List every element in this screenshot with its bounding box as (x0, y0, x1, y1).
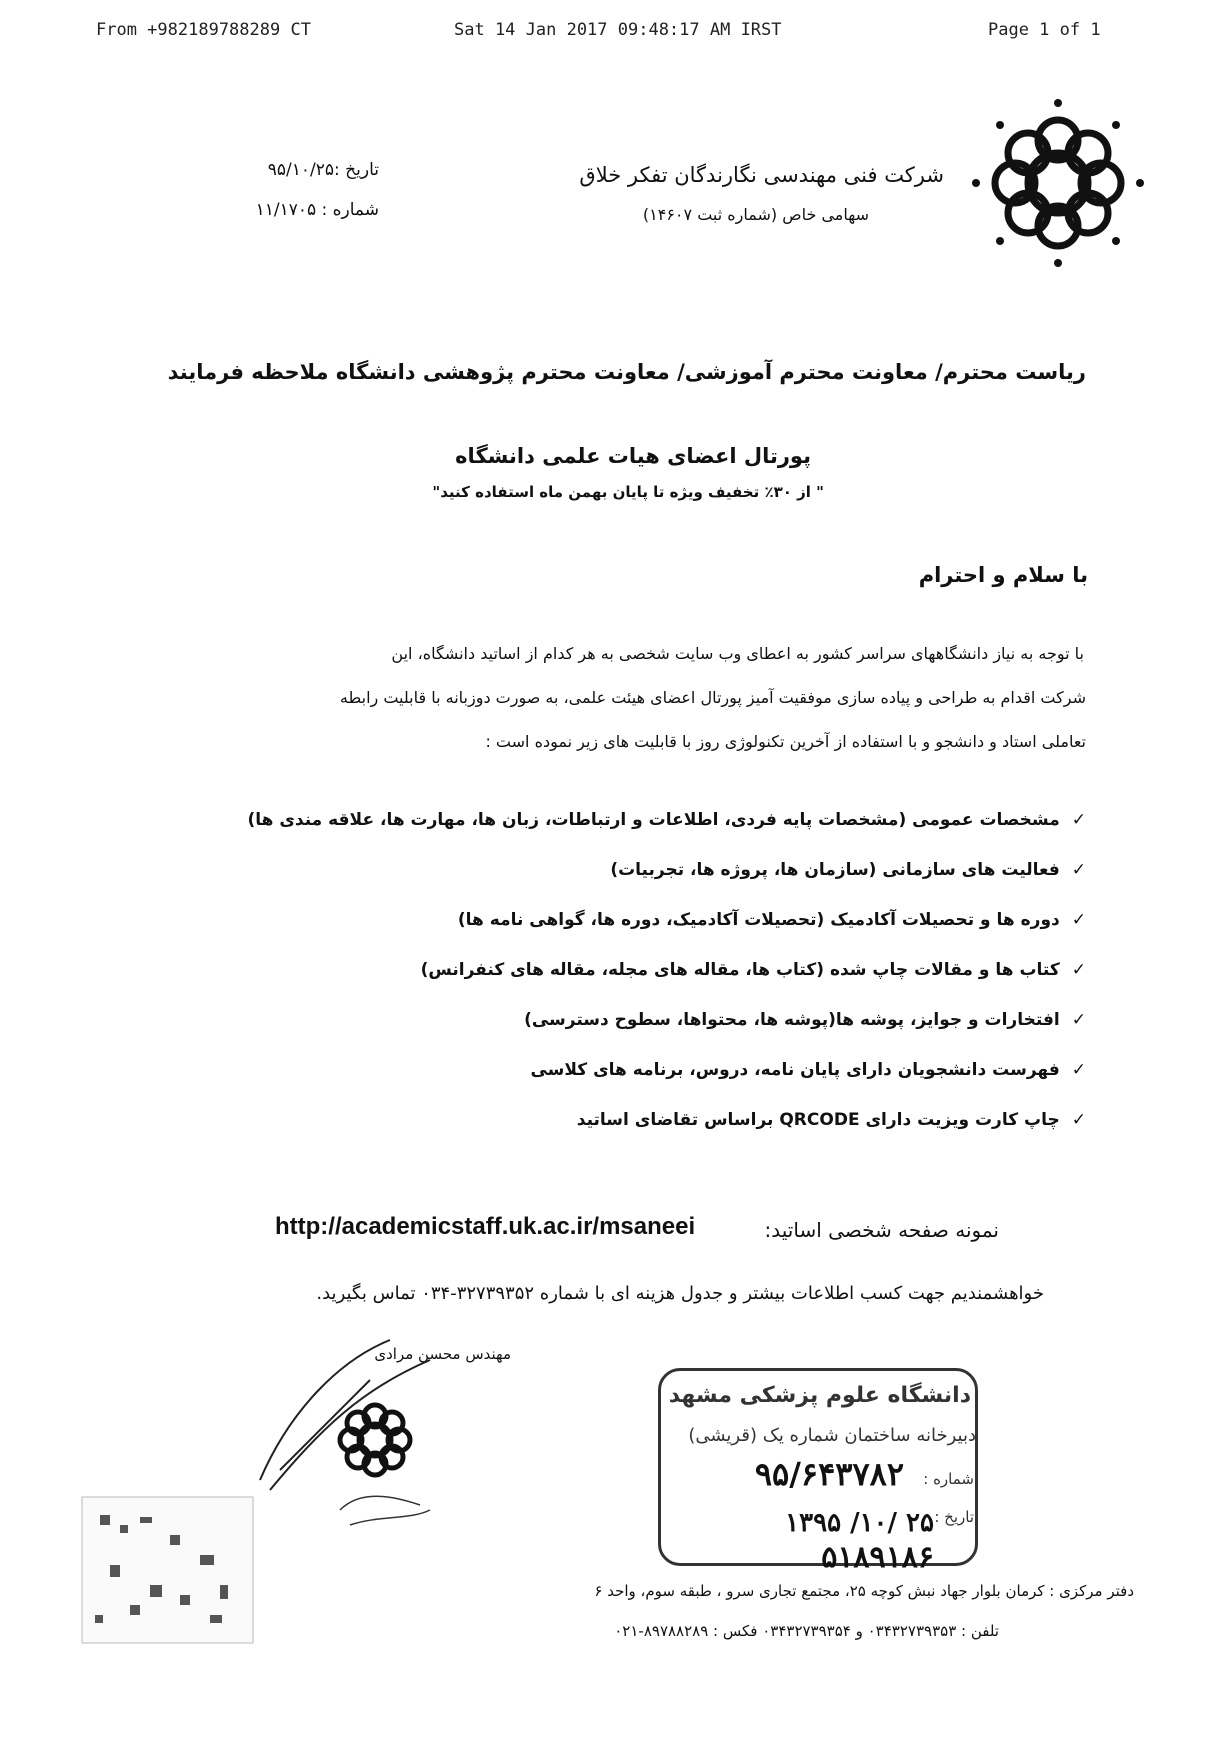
stamp-number-label: شماره : (923, 1470, 974, 1488)
feature-text: مشخصات عمومی (مشخصات پایه فردی، اطلاعات و ارتباطات، زبان ها، مهارت ها، علاقه مندی ها) (247, 810, 1060, 830)
feature-text: فهرست دانشجویان دارای پایان نامه، دروس، برنامه های کلاسی (530, 1060, 1060, 1080)
body-line: تعاملی استاد و دانشجو و با استفاده از آخرین تکنولوژی روز با قابلیت های زیر نموده است : (485, 732, 1086, 751)
letter-date: تاریخ :۹۵/۱۰/۲۵ (267, 160, 379, 180)
stamp-id-value: ۵۱۸۹۱۸۶ (821, 1540, 934, 1575)
footer-address: دفتر مرکزی : کرمان بلوار جهاد نبش کوچه ۲۵، مجتمع تجاری سرو ، طبقه سوم، واحد ۶ (594, 1582, 1134, 1600)
check-icon: ✓ (1071, 860, 1086, 880)
company-subtitle: سهامی خاص (شماره ثبت ۱۴۶۰۷) (642, 205, 869, 224)
stamp-office: دبیرخانه ساختمان شماره یک (قریشی) (688, 1425, 976, 1446)
fax-page-count: Page 1 of 1 (988, 20, 1101, 40)
check-icon: ✓ (1071, 1010, 1086, 1030)
fax-datetime: Sat 14 Jan 2017 09:48:17 AM IRST (454, 20, 782, 40)
feature-item (458, 910, 1086, 930)
signer-name: مهندس محسن مرادی (374, 1345, 511, 1363)
check-icon: ✓ (1071, 1060, 1086, 1080)
letter-number: شماره : ۱۱/۱۷۰۵ (255, 200, 379, 220)
sample-label: نمونه صفحه شخصی اساتید: (764, 1218, 999, 1242)
portal-subtitle: " از ۳۰٪ تخفیف ویژه تا پایان بهمن ماه استفاده کنید" (432, 483, 824, 501)
check-icon: ✓ (1071, 960, 1086, 980)
feature-item (421, 960, 1086, 980)
footer-phones: تلفن : ۰۳۴۳۲۷۳۹۳۵۳ و ۰۳۴۳۲۷۳۹۳۵۴ فکس : ۸۹۷۸۸۲۸۹-۰۲۱ (614, 1622, 999, 1640)
recipient-line: ریاست محترم/ معاونت محترم آموزشی/ معاونت محترم پژوهشی دانشگاه ملاحظه فرمایند (167, 360, 1086, 384)
stamp-date-value: ۱۳۹۵ /۱۰/ ۲۵ (785, 1508, 934, 1538)
contact-line: خواهشمندیم جهت کسب اطلاعات بیشتر و جدول هزینه ای با شماره ۳۲۷۳۹۳۵۲-۰۳۴ تماس بگیرید. (316, 1283, 1044, 1304)
feature-text: چاپ کارت ویزیت دارای QRCODE براساس تقاضای اساتید (576, 1110, 1060, 1130)
check-icon: ✓ (1071, 810, 1086, 830)
body-line: با توجه به نیاز دانشگاههای سراسر کشور به اعطای وب سایت شخصی به هر کدام از اساتید دانشگاه، این (391, 644, 1084, 663)
feature-text: افتخارات و جوایز، پوشه ها(پوشه ها، محتواها، سطوح دسترسی) (524, 1010, 1060, 1030)
sample-url-link[interactable]: http://academicstaff.uk.ac.ir/msaneei (275, 1213, 696, 1240)
feature-text: فعالیت های سازمانی (سازمان ها، پروژه ها، تجربیات) (610, 860, 1060, 880)
stamp-date-label: تاریخ : (934, 1508, 974, 1526)
feature-item (524, 1010, 1086, 1030)
feature-item (610, 860, 1086, 880)
fax-from: From +982189788289 CT (96, 20, 311, 40)
hologram-sticker (80, 1495, 255, 1645)
body-line: شرکت اقدام به طراحی و پیاده سازی موفقیت آمیز پورتال اعضای هیئت علمی، به صورت دوزبانه با قابلیت رابطه (339, 688, 1086, 707)
feature-item (577, 1110, 1086, 1130)
feature-text: دوره ها و تحصیلات آکادمیک (تحصیلات آکادمیک، دوره ها، گواهی نامه ها) (457, 910, 1060, 930)
feature-text: کتاب ها و مقالات چاپ شده (کتاب ها، مقاله های مجله، مقاله های کنفرانس) (420, 960, 1060, 980)
flower-emblem-logo (968, 95, 1148, 270)
greeting: با سلام و احترام (918, 563, 1088, 587)
feature-item (247, 810, 1086, 830)
feature-item (530, 1060, 1086, 1080)
company-name: شرکت فنی مهندسی نگارندگان تفکر خلاق (579, 163, 944, 187)
check-icon: ✓ (1071, 1110, 1086, 1130)
stamp-number-value: ۹۵/۶۴۳۷۸۲ (754, 1455, 904, 1493)
stamp-title: دانشگاه علوم پزشکی مشهد (668, 1383, 971, 1408)
signature-mark (250, 1320, 490, 1550)
check-icon: ✓ (1071, 910, 1086, 930)
portal-title: پورتال اعضای هیات علمی دانشگاه (455, 444, 811, 468)
